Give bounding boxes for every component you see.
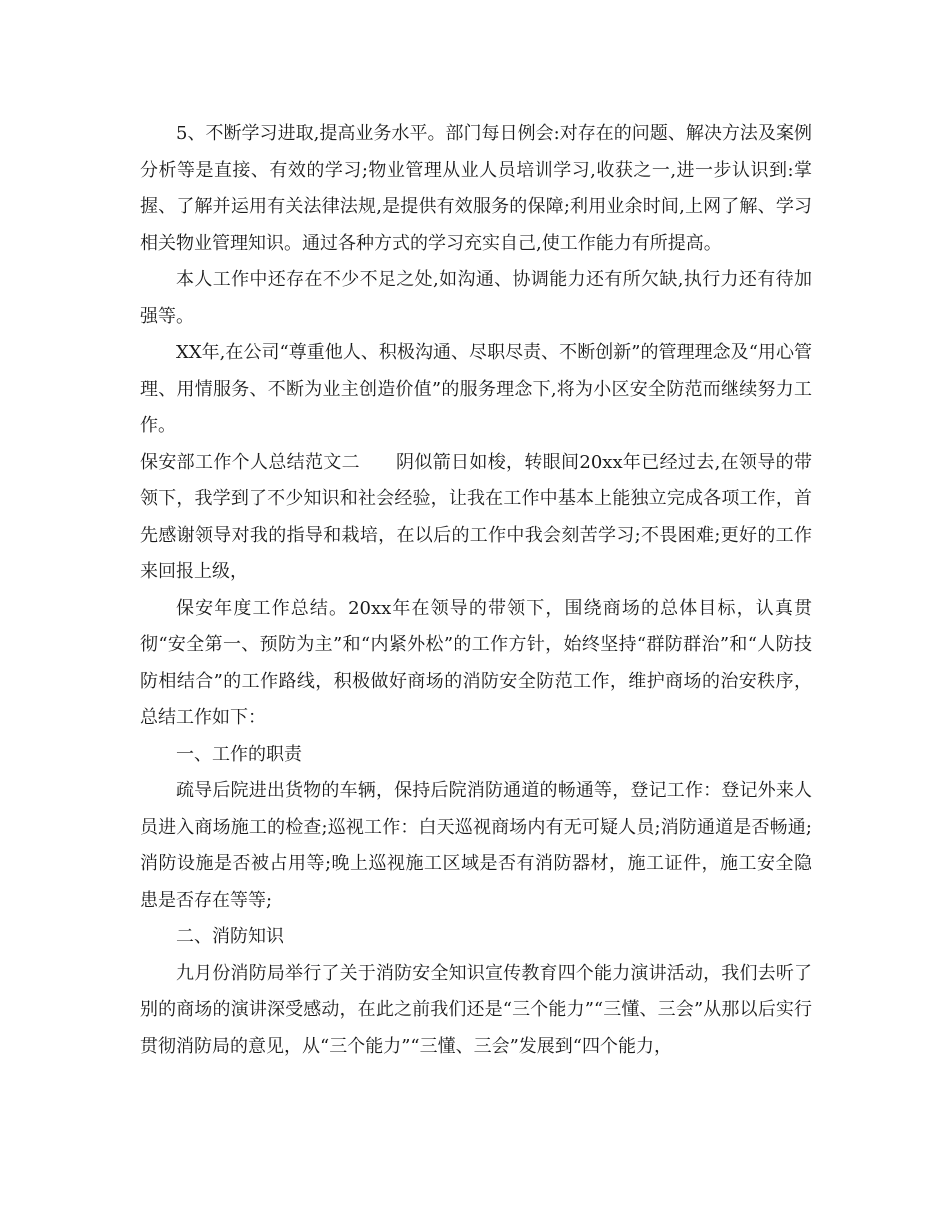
paragraph-fire-knowledge: 九月份消防局举行了关于消防安全知识宣传教育四个能力演讲活动，我们去听了别的商场的演讲深受感动，在此之前我们还是“三个能力”“三懂、三会”从那以后实行贯彻消防局的意见，从“三个能力”“三懂、三会”发展到“四个能力，: [140, 962, 812, 1057]
heading-fire-knowledge: 二、消防知识: [176, 926, 284, 947]
paragraph-section-two: [140, 445, 812, 591]
section-title: 保安部工作个人总结范文二: [140, 451, 361, 473]
heading-duties: 一、工作的职责: [176, 743, 302, 765]
section-intro-text: 阴似箭日如梭，转眼间20xx年已经过去,在领导的带领下，我学到了不少知识和社会经验，让我在工作中基本上能独立完成各项工作，首先感谢领导对我的指导和栽培，在以后的工作中我会刻苦学习;不畏困难;更好的工作来回报上级，: [140, 451, 812, 582]
paragraph-annual-summary: 保安年度工作总结。20xx年在领导的带领下，围绕商场的总体目标，认真贯彻“安全第一、预防为主”和“内紧外松”的工作方针，始终坚持“群防群治”和“人防技防相结合”的工作路线，积极做好商场的消防安全防范工作，维护商场的治安秩序，总结工作如下：: [140, 597, 812, 728]
paragraph-outlook: XX年,在公司“尊重他人、积极沟通、尽职尽责、不断创新”的管理理念及“用心管理、用情服务、不断为业主创造价值”的服务理念下,将为小区安全防范而继续努力工作。: [140, 342, 812, 436]
document-body: [140, 116, 812, 1065]
paragraph-duties: 疏导后院进出货物的车辆，保持后院消防通道的畅通等，登记工作：登记外来人员进入商场施工的检查;巡视工作：白天巡视商场内有无可疑人员;消防通道是否畅通;消防设施是否被占用等;晚上巡视施工区域是否有消防器材，施工证件，施工安全隐患是否存在等等;: [140, 780, 812, 911]
paragraph-shortcomings: 本人工作中还存在不少不足之处,如沟通、协调能力还有所欠缺,执行力还有待加强等。: [140, 269, 812, 327]
paragraph-study: 5、不断学习进取,提高业务水平。部门每日例会:对存在的问题、解决方法及案例分析等是直接、有效的学习;物业管理从业人员培训学习,收获之一,进一步认识到:掌握、了解并运用有关法律法规,是提供有效服务的保障;利用业余时间,上网了解、学习相关物业管理知识。通过各种方式的学习充实自己,使工作能力有所提高。: [140, 123, 812, 254]
